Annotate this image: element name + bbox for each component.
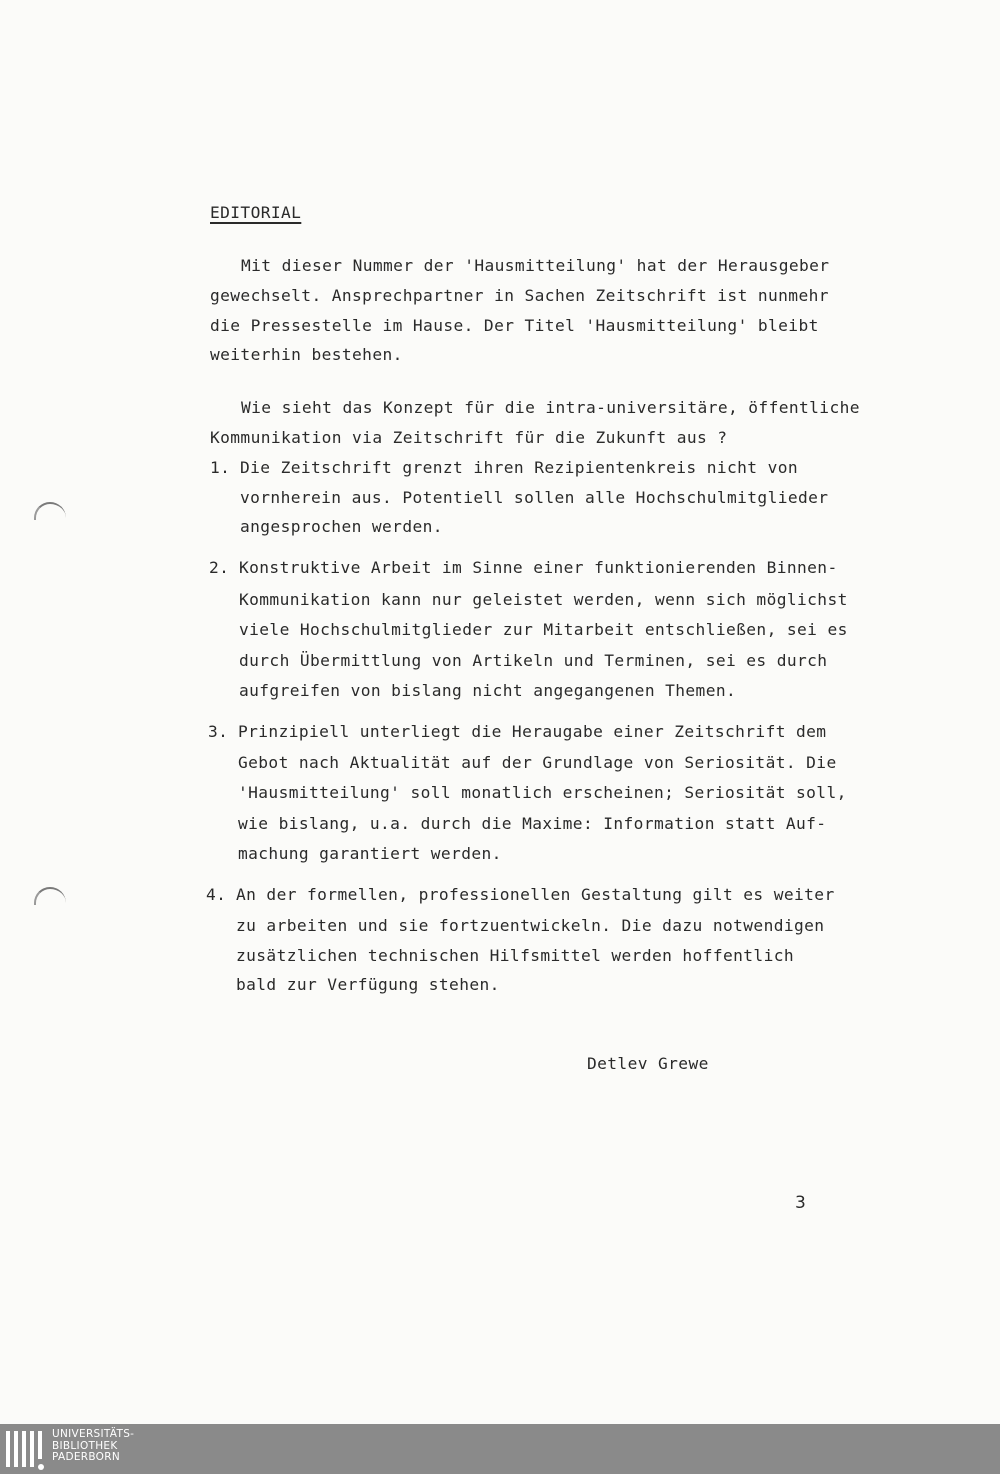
list-item-number: 1. xyxy=(210,458,231,477)
list-item-line: 'Hausmitteilung' soll monatlich erscheinen; Seriosität soll, xyxy=(238,783,847,802)
list-item-line: vornherein aus. Potentiell sollen alle Hochschulmitglieder xyxy=(240,488,829,507)
list-item-number: 4. xyxy=(206,885,227,904)
list-item-line: machung garantiert werden. xyxy=(238,844,502,863)
list-item-line: Die Zeitschrift grenzt ihren Rezipientenkreis nicht von xyxy=(240,458,799,477)
page-number: 3 xyxy=(795,1193,807,1213)
punch-hole-mark xyxy=(34,887,66,905)
document-heading: EDITORIAL xyxy=(210,203,302,222)
paragraph-line: die Pressestelle im Hause. Der Titel 'Hausmitteilung' bleibt xyxy=(210,316,819,335)
list-item-line: wie bislang, u.a. durch die Maxime: Information statt Auf- xyxy=(238,814,827,833)
list-item-line: Prinzipiell unterliegt die Heraugabe einer Zeitschrift dem xyxy=(238,722,827,741)
list-item-line: zu arbeiten und sie fortzuentwickeln. Die dazu notwendigen xyxy=(236,916,825,935)
list-item-line: durch Übermittlung von Artikeln und Terminen, sei es durch xyxy=(239,651,828,670)
paragraph-line: weiterhin bestehen. xyxy=(210,345,403,364)
list-item-line: An der formellen, professionellen Gestaltung gilt es weiter xyxy=(236,885,835,904)
list-item-line: Kommunikation kann nur geleistet werden, wenn sich möglichst xyxy=(239,590,848,609)
library-logo-line: UNIVERSITÄTS- xyxy=(52,1428,135,1440)
list-item-line: bald zur Verfügung stehen. xyxy=(236,975,500,994)
list-item-line: viele Hochschulmitglieder zur Mitarbeit entschließen, sei es xyxy=(239,620,848,639)
library-logo-line: BIBLIOTHEK xyxy=(52,1439,118,1452)
list-item-number: 3. xyxy=(208,722,229,741)
punch-hole-mark xyxy=(34,502,66,520)
library-logo-icon xyxy=(6,1431,46,1471)
paragraph-line: Mit dieser Nummer der 'Hausmitteilung' hat der Herausgeber xyxy=(241,256,830,275)
list-item-line: Konstruktive Arbeit im Sinne einer funktionierenden Binnen- xyxy=(239,558,838,577)
library-footer-bar xyxy=(0,1424,1000,1474)
paragraph-line: Kommunikation via Zeitschrift für die Zukunft aus ? xyxy=(210,428,728,447)
signature: Detlev Grewe xyxy=(587,1054,709,1073)
library-logo-line: PADERBORN xyxy=(52,1451,120,1463)
list-item-number: 2. xyxy=(209,558,230,577)
library-logo-text xyxy=(52,1429,134,1464)
paragraph-line: Wie sieht das Konzept für die intra-universitäre, öffentliche xyxy=(241,398,860,417)
paragraph-line: gewechselt. Ansprechpartner in Sachen Zeitschrift ist nunmehr xyxy=(210,286,829,305)
list-item-line: aufgreifen von bislang nicht angegangenen Themen. xyxy=(239,681,737,700)
list-item-line: zusätzlichen technischen Hilfsmittel werden hoffentlich xyxy=(236,946,795,965)
list-item-line: Gebot nach Aktualität auf der Grundlage von Seriosität. Die xyxy=(238,753,837,772)
list-item-line: angesprochen werden. xyxy=(240,517,443,536)
